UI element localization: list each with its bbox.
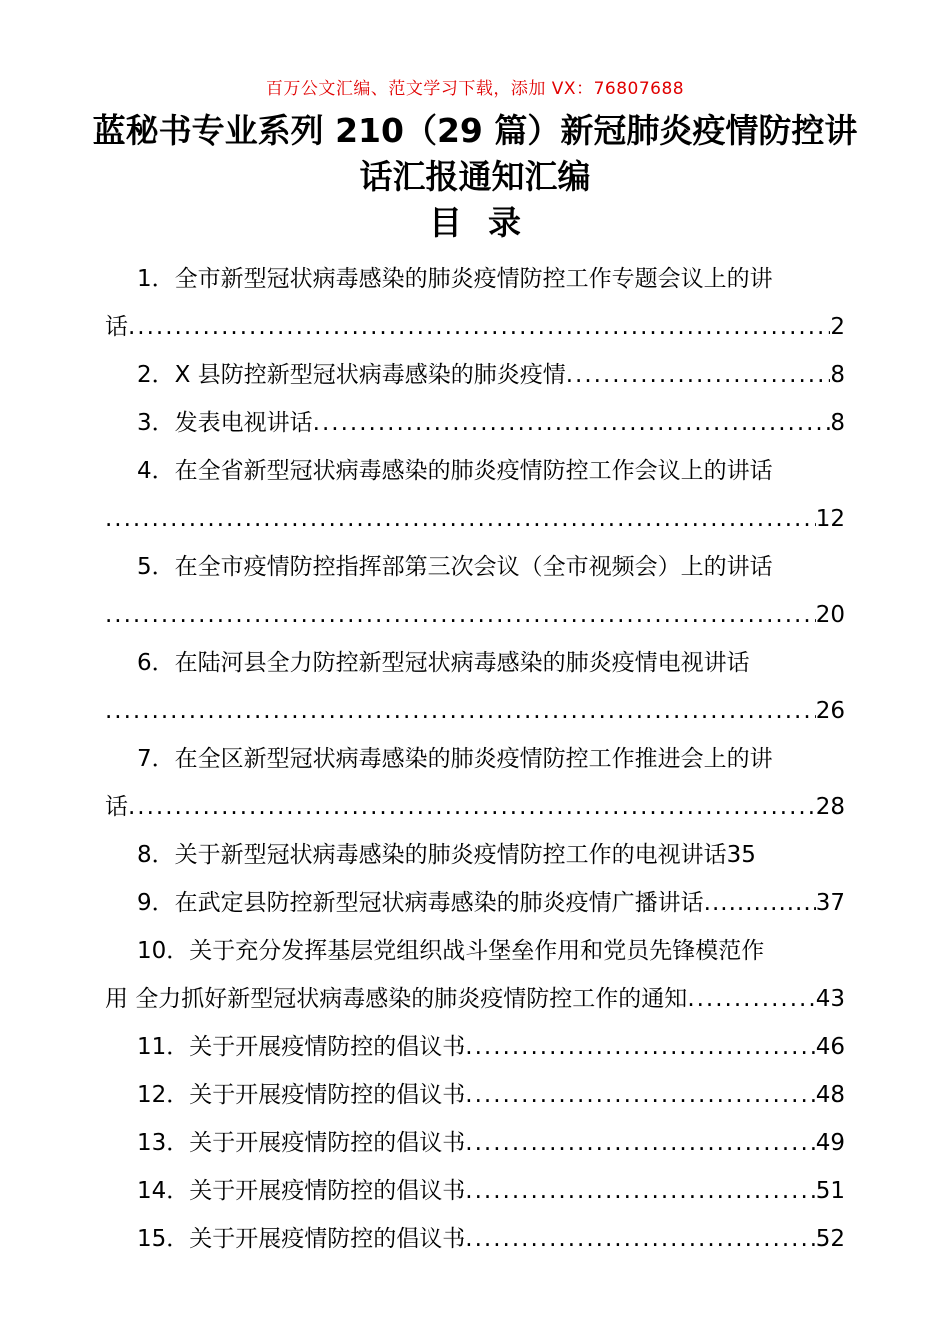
toc-entry-text: 7．在全区新型冠状病毒感染的肺炎疫情防控工作推进会上的讲 <box>137 746 773 772</box>
toc-entry-10-line1[interactable] <box>105 927 845 975</box>
toc-page-number: 37 <box>815 890 845 916</box>
toc-entry-7-line1[interactable] <box>105 735 845 783</box>
toc-entry-11[interactable] <box>105 1023 845 1071</box>
toc-heading: 目录 <box>429 203 547 242</box>
header-note: 百万公文汇编、范文学习下载，添加 VX：76807688 <box>265 79 685 99</box>
toc-entry-9[interactable] <box>105 879 845 927</box>
dot-leader <box>105 591 816 639</box>
dot-leader <box>687 975 815 1023</box>
toc-entry-6-line2[interactable] <box>105 687 845 735</box>
toc-entry-5-line1[interactable] <box>105 543 845 591</box>
toc-entry-7-line2[interactable] <box>105 783 845 831</box>
toc-page-number: 49 <box>815 1130 845 1156</box>
toc-entry-text: 4．在全省新型冠状病毒感染的肺炎疫情防控工作会议上的讲话 <box>137 458 773 484</box>
toc-entry-14[interactable] <box>105 1167 845 1215</box>
toc-page-number: 46 <box>815 1034 845 1060</box>
toc-entry-text: 11．关于开展疫情防控的倡议书 <box>137 1034 466 1060</box>
toc-entry-text: 13．关于开展疫情防控的倡议书 <box>137 1130 466 1156</box>
toc-page-number: 28 <box>815 794 845 820</box>
toc-entry-2[interactable] <box>105 351 845 399</box>
toc-entry-text: 9．在武定县防控新型冠状病毒感染的肺炎疫情广播讲话 <box>137 890 704 916</box>
toc-page-number: 8 <box>830 362 845 388</box>
toc-entry-text: 15．关于开展疫情防控的倡议书 <box>137 1226 466 1252</box>
toc-entry-4-line2[interactable] <box>105 495 845 543</box>
toc-entry-text: 10．关于充分发挥基层党组织战斗堡垒作用和党员先锋模范作 <box>137 938 765 964</box>
toc-entry-5-line2[interactable] <box>105 591 845 639</box>
toc-page-number: 52 <box>815 1226 845 1252</box>
toc-entry-text: 5．在全市疫情防控指挥部第三次会议（全市视频会）上的讲话 <box>137 554 773 580</box>
dot-leader <box>128 303 830 351</box>
toc-entry-text: 6．在陆河县全力防控新型冠状病毒感染的肺炎疫情电视讲话 <box>137 650 750 676</box>
dot-leader <box>465 1215 815 1263</box>
toc-entry-6-line1[interactable] <box>105 639 845 687</box>
toc-entry-text: 1．全市新型冠状病毒感染的肺炎疫情防控工作专题会议上的讲 <box>137 266 773 292</box>
toc-entry-text: 14．关于开展疫情防控的倡议书 <box>137 1178 466 1204</box>
toc-page-number: 2 <box>830 314 845 340</box>
toc-page-number: 8 <box>830 410 845 436</box>
toc-entry-1-line2[interactable] <box>105 303 845 351</box>
toc-entry-text: 3．发表电视讲话 <box>137 410 313 436</box>
dot-leader <box>105 687 816 735</box>
toc-entry-text: 用 全力抓好新型冠状病毒感染的肺炎疫情防控工作的通知 <box>105 986 688 1012</box>
toc-page-number: 35 <box>726 842 756 868</box>
toc-entry-text: 话 <box>105 794 128 820</box>
toc-entry-10-line2[interactable] <box>105 975 845 1023</box>
dot-leader <box>313 399 831 447</box>
toc-entry-text: 2．X 县防控新型冠状病毒感染的肺炎疫情 <box>137 362 566 388</box>
dot-leader <box>704 879 816 927</box>
toc-entry-1-line1[interactable] <box>105 255 845 303</box>
toc-page-number: 43 <box>815 986 845 1012</box>
toc-entry-12[interactable] <box>105 1071 845 1119</box>
dot-leader <box>465 1167 815 1215</box>
toc-page-number: 51 <box>815 1178 845 1204</box>
toc-entry-15[interactable] <box>105 1215 845 1263</box>
dot-leader <box>465 1119 815 1167</box>
toc-page-number: 20 <box>815 602 845 628</box>
toc-page-number: 12 <box>815 506 845 532</box>
toc-page-number: 48 <box>815 1082 845 1108</box>
document-title: 蓝秘书专业系列 210（29 篇）新冠肺炎疫情防控讲话汇报通知汇编 <box>92 111 858 196</box>
toc-entry-8[interactable] <box>105 831 845 879</box>
toc-entry-text: 话 <box>105 314 128 340</box>
dot-leader <box>465 1023 815 1071</box>
toc-entry-text: 12．关于开展疫情防控的倡议书 <box>137 1082 466 1108</box>
toc-entry-3[interactable] <box>105 399 845 447</box>
dot-leader <box>105 495 816 543</box>
toc-entry-13[interactable] <box>105 1119 845 1167</box>
table-of-contents <box>105 255 845 1263</box>
dot-leader <box>465 1071 815 1119</box>
toc-entry-4-line1[interactable] <box>105 447 845 495</box>
toc-page-number: 26 <box>815 698 845 724</box>
dot-leader <box>128 783 816 831</box>
toc-entry-text: 8．关于新型冠状病毒感染的肺炎疫情防控工作的电视讲话 <box>137 842 727 868</box>
dot-leader <box>566 351 831 399</box>
